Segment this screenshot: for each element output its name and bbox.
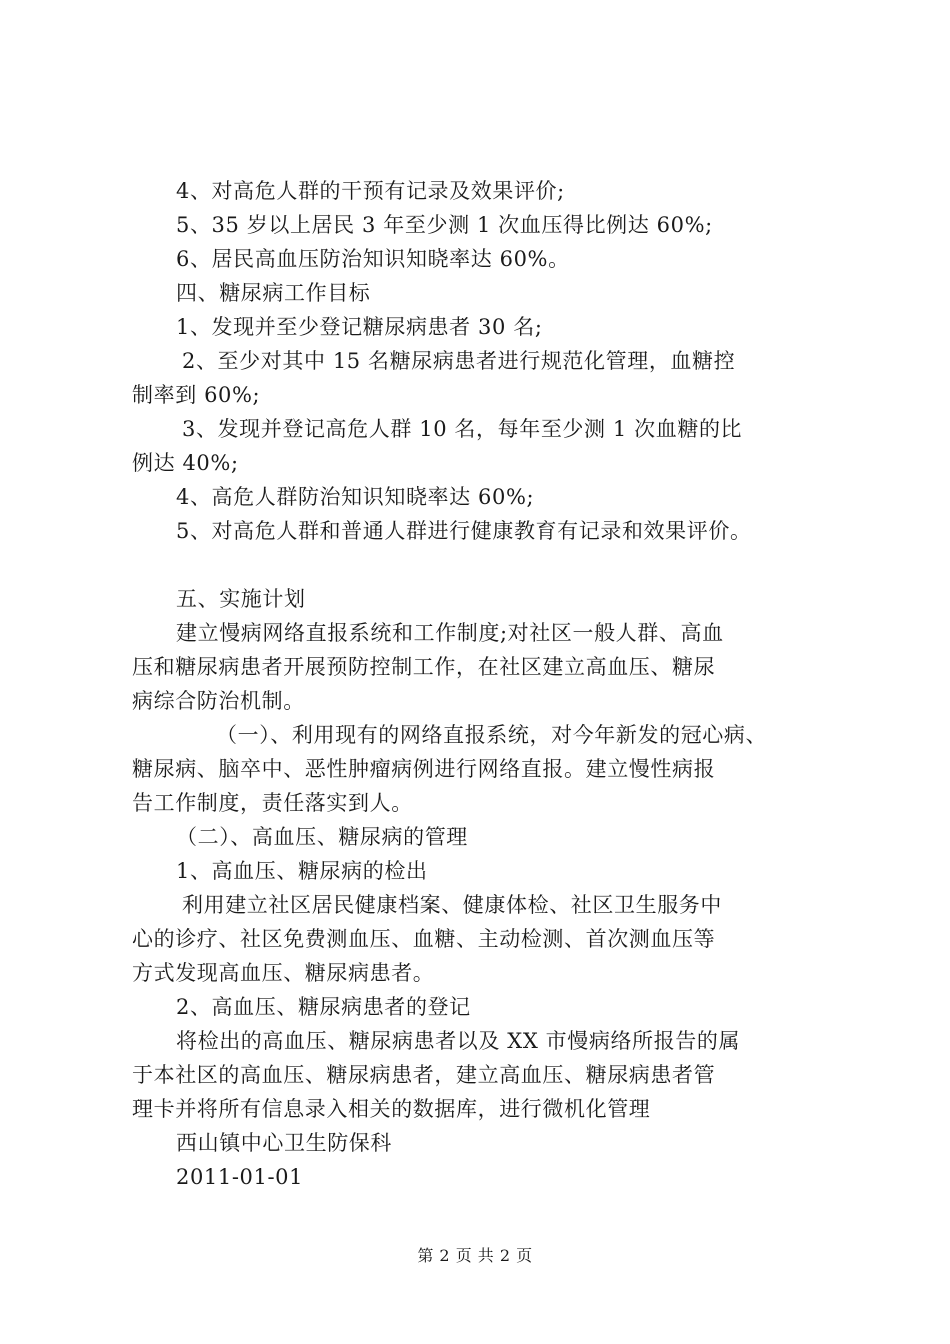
page-number-label: 第 2 页 共 2 页 [417,1246,533,1265]
body-line: 2、高血压、糖尿病患者的登记 [176,995,471,1019]
body-line: 建立慢病网络直报系统和工作制度;对社区一般人群、高血 [176,621,724,645]
body-line: 理卡并将所有信息录入相关的数据库，进行微机化管理 [132,1097,651,1121]
body-line: 5、对高危人群和普通人群进行健康教育有记录和效果评价。 [176,519,752,543]
body-line: 将检出的高血压、糖尿病患者以及 XX 市慢病络所报告的属 [176,1029,741,1053]
body-line: 告工作制度，责任落实到人。 [132,791,413,815]
document-body [132,174,832,1194]
body-line: 3、发现并登记高危人群 10 名，每年至少测 1 次血糖的比 [182,417,743,441]
body-line: 压和糖尿病患者开展预防控制工作，在社区建立高血压、糖尿 [132,655,716,679]
body-line: 1、发现并至少登记糖尿病患者 30 名; [176,315,543,339]
signature-date: 2011-01-01 [176,1165,304,1189]
signature-org: 西山镇中心卫生防保科 [176,1131,392,1155]
section-heading: 五、实施计划 [176,587,306,611]
section-heading: 四、糖尿病工作目标 [176,281,371,305]
body-line: 于本社区的高血压、糖尿病患者，建立高血压、糖尿病患者管 [132,1063,716,1087]
page-footer [0,1243,950,1266]
body-line: 利用建立社区居民健康档案、健康体检、社区卫生服务中 [182,893,722,917]
body-line: （一）、利用现有的网络直报系统，对今年新发的冠心病、 [216,723,768,747]
body-line: 糖尿病、脑卒中、恶性肿瘤病例进行网络直报。建立慢性病报 [132,757,716,781]
body-line: 方式发现高血压、糖尿病患者。 [132,961,435,985]
body-line: 病综合防治机制。 [132,689,305,713]
body-line: 5、35 岁以上居民 3 年至少测 1 次血压得比例达 60%; [176,213,713,237]
blank-line [132,548,832,582]
body-line: 4、对高危人群的干预有记录及效果评价; [176,179,565,203]
body-line: 心的诊疗、社区免费测血压、血糖、主动检测、首次测血压等 [132,927,716,951]
body-line: 4、高危人群防治知识知晓率达 60%; [176,485,535,509]
body-line: 1、高血压、糖尿病的检出 [176,859,428,883]
body-line: 制率到 60%; [132,383,261,407]
body-line: 例达 40%; [132,451,239,475]
body-line: 6、居民高血压防治知识知晓率达 60%。 [176,247,570,271]
subsection-heading: （二）、高血压、糖尿病的管理 [176,825,468,849]
body-line: 2、至少对其中 15 名糖尿病患者进行规范化管理，血糖控 [182,349,736,373]
